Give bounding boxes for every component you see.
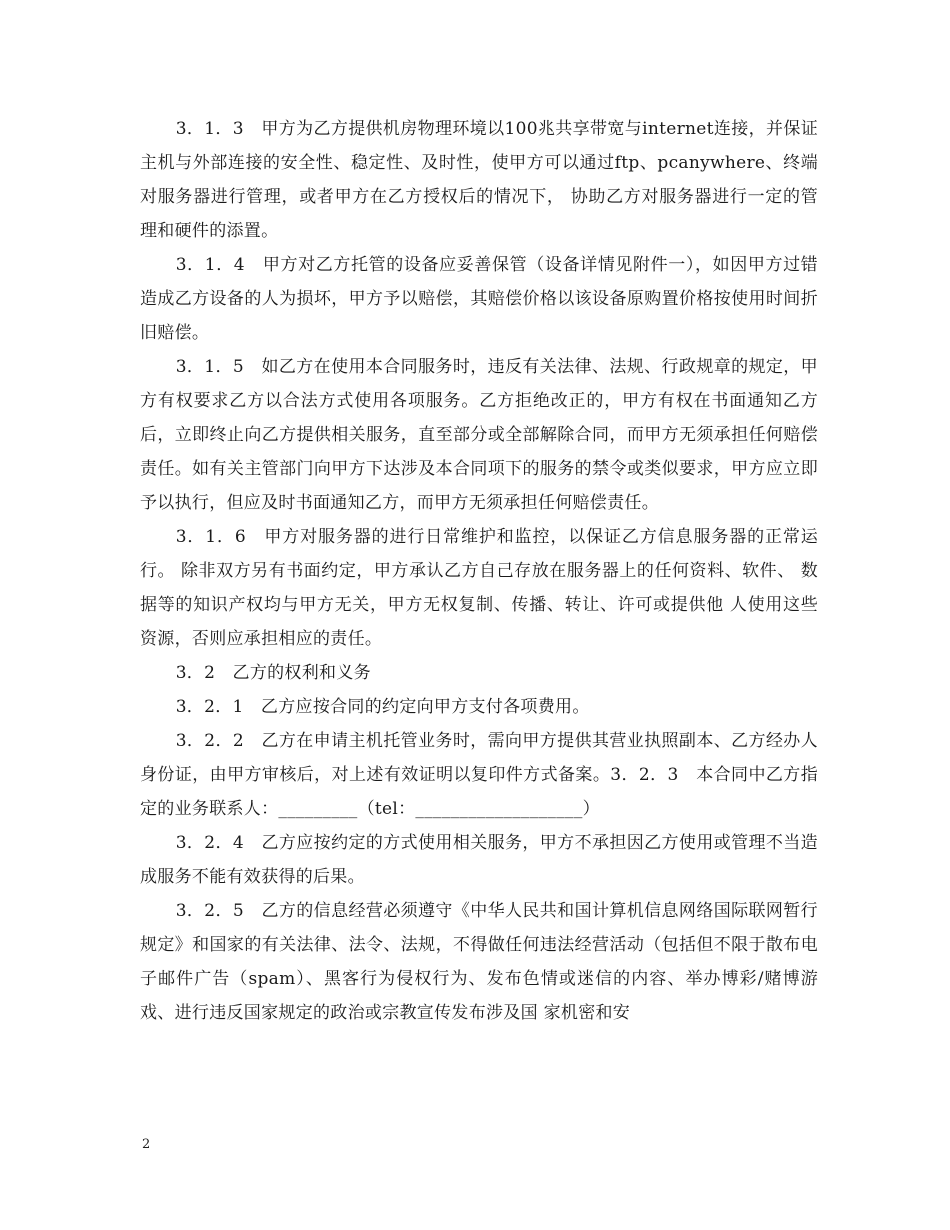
clause-3-1-3: 3．1．3 甲方为乙方提供机房物理环境以100兆共享带宽与internet连接，并保证主机与外部连接的安全性、稳定性、及时性，使甲方可以通过ftp、pcanywhere、终端对服务器进行管理，或者甲方在乙方授权后的情况下， 协助乙方对服务器进行一定的管理和硬件的添置。 bbox=[140, 119, 818, 241]
clause-3-2-5: 3．2．5 乙方的信息经营必须遵守《中华人民共和国计算机信息网络国际联网暂行规定》和国家的有关法律、法令、法规，不得做任何违法经营活动（包括但不限于散布电子邮件广告（spam）、黑客行为侵权行为、发布色情或迷信的内容、举办博彩/赌博游戏、进行违反国家规定的政治或宗教宣传发布涉及国 家机密和安 bbox=[140, 901, 818, 1023]
document-body bbox=[140, 112, 818, 1030]
page-number: 2 bbox=[142, 1137, 151, 1152]
clause-3-2-1: 3．2．1 乙方应按合同的约定向甲方支付各项费用。 bbox=[175, 697, 590, 717]
section-3-2-heading: 3．2 乙方的权利和义务 bbox=[175, 663, 371, 683]
clause-3-2-2: 3．2．2 乙方在申请主机托管业务时，需向甲方提供其营业执照副本、乙方经办人身份证，由甲方审核后，对上述有效证明以复印件方式备案。3．2．3 本合同中乙方指定的业务联系人：_________（tel：___________________） bbox=[140, 731, 818, 819]
clause-3-1-5: 3．1．5 如乙方在使用本合同服务时，违反有关法律、法规、行政规章的规定，甲方有权要求乙方以合法方式使用各项服务。乙方拒绝改正的，甲方有权在书面通知乙方后，立即终止向乙方提供相关服务，直至部分或全部解除合同，而甲方无须承担任何赔偿责任。如有关主管部门向甲方下达涉及本合同项下的服务的禁令或类似要求，甲方应立即予以执行，但应及时书面通知乙方，而甲方无须承担任何赔偿责任。 bbox=[140, 357, 818, 513]
clause-3-1-6: 3．1．6 甲方对服务器的进行日常维护和监控，以保证乙方信息服务器的正常运行。 除非双方另有书面约定，甲方承认乙方自己存放在服务器上的任何资料、软件、 数据等的知识产权均与甲方无关，甲方无权复制、传播、转让、许可或提供他 人使用这些资源，否则应承担相应的责任。 bbox=[140, 527, 818, 649]
clause-3-2-4: 3．2．4 乙方应按约定的方式使用相关服务，甲方不承担因乙方使用或管理不当造成服务不能有效获得的后果。 bbox=[140, 833, 818, 887]
clause-3-1-4: 3．1．4 甲方对乙方托管的设备应妥善保管（设备详情见附件一），如因甲方过错造成乙方设备的人为损坏，甲方予以赔偿，其赔偿价格以该设备原购置价格按使用时间折旧赔偿。 bbox=[140, 255, 818, 343]
